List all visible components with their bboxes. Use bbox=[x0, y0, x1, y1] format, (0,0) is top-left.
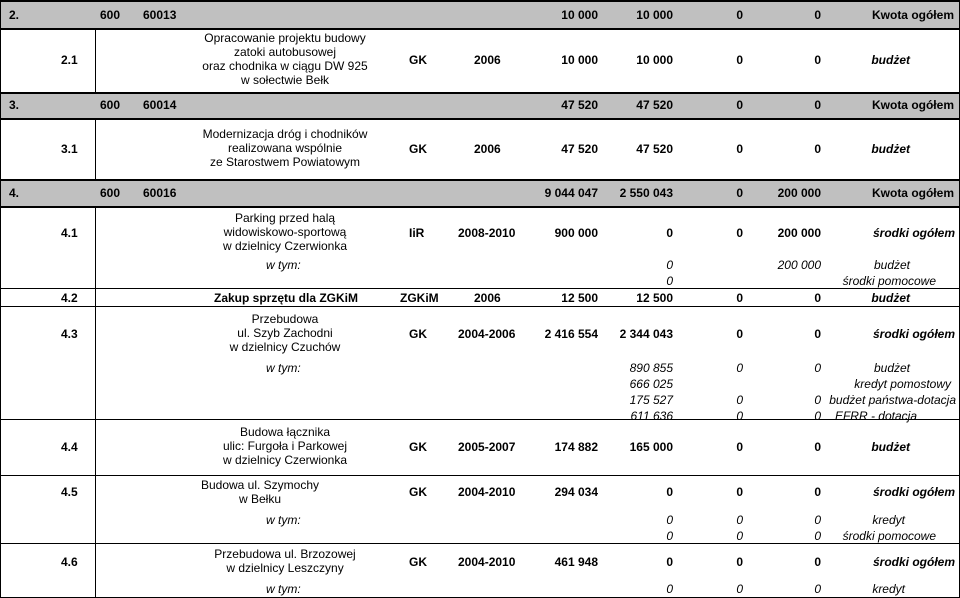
y2006: 10 000 bbox=[636, 53, 673, 67]
w-tym-label: w tym: bbox=[266, 361, 301, 375]
task-name-line: ulic: Furgoła i Parkowej bbox=[222, 439, 348, 453]
total: 10 000 bbox=[561, 53, 598, 67]
y2008: 200 000 bbox=[777, 258, 821, 272]
source: kredyt pomostowy bbox=[854, 377, 951, 391]
y2007: 0 bbox=[736, 8, 743, 22]
total: 174 882 bbox=[554, 440, 598, 454]
y2008: 0 bbox=[814, 513, 821, 527]
period: 2004-2006 bbox=[458, 327, 516, 341]
source: budżet bbox=[871, 142, 910, 156]
grid-line bbox=[0, 288, 959, 289]
y2007: 0 bbox=[736, 186, 743, 200]
task-name bbox=[185, 312, 385, 354]
w-tym-label: w tym: bbox=[266, 582, 301, 596]
y2006: 0 bbox=[666, 529, 673, 543]
source: środki ogółem bbox=[872, 327, 955, 341]
y2007: 0 bbox=[736, 555, 743, 569]
grid-line bbox=[0, 118, 959, 120]
unit: ZGKiM bbox=[400, 291, 439, 305]
y2008: 0 bbox=[814, 53, 821, 67]
unit: GK bbox=[409, 485, 427, 499]
lp: 3.1 bbox=[61, 142, 78, 156]
task-name-line: Przebudowa ul. Brzozowej bbox=[214, 547, 356, 561]
y2006: 2 344 043 bbox=[619, 327, 673, 341]
task-name-line: w sołectwie Bełk bbox=[240, 73, 330, 87]
total: 10 000 bbox=[561, 8, 598, 22]
y2008: 0 bbox=[814, 98, 821, 112]
unit: GK bbox=[409, 440, 427, 454]
lp: 2.1 bbox=[61, 53, 78, 67]
period: 2008-2010 bbox=[458, 226, 516, 240]
y2006: 165 000 bbox=[629, 440, 673, 454]
y2006: 12 500 bbox=[636, 291, 673, 305]
y2008: 0 bbox=[814, 555, 821, 569]
source: Kwota ogółem bbox=[871, 98, 954, 112]
y2008: 200 000 bbox=[777, 226, 821, 240]
y2006: 175 527 bbox=[629, 393, 673, 407]
task-name-line: w dzielnicy Czuchów bbox=[229, 340, 341, 354]
y2008: 0 bbox=[814, 142, 821, 156]
lp: 4.5 bbox=[61, 485, 78, 499]
lp: 4.3 bbox=[61, 327, 78, 341]
grid-line bbox=[0, 306, 959, 307]
y2006: 0 bbox=[666, 485, 673, 499]
dzial: 600 bbox=[100, 98, 121, 112]
source: środki ogółem bbox=[872, 226, 955, 240]
task-name bbox=[185, 425, 385, 467]
grid-line bbox=[0, 179, 959, 181]
y2006: 890 855 bbox=[629, 361, 673, 375]
task-name-line: oraz chodnika w ciągu DW 925 bbox=[202, 59, 368, 73]
source: Kwota ogółem bbox=[871, 186, 954, 200]
source: budżet bbox=[873, 361, 910, 375]
lp: 4.4 bbox=[61, 440, 78, 454]
y2007: 0 bbox=[736, 485, 743, 499]
task-name bbox=[185, 478, 335, 506]
total: 900 000 bbox=[554, 226, 598, 240]
period: 2006 bbox=[474, 53, 501, 67]
y2008: 0 bbox=[814, 8, 821, 22]
grid-line bbox=[95, 28, 96, 92]
unit: GK bbox=[409, 327, 427, 341]
grid-line bbox=[0, 0, 1, 598]
total: 294 034 bbox=[554, 485, 598, 499]
source: budżet bbox=[873, 258, 910, 272]
y2008: 0 bbox=[814, 485, 821, 499]
task-name bbox=[185, 211, 385, 253]
total: 461 948 bbox=[554, 555, 598, 569]
y2007: 0 bbox=[666, 274, 673, 288]
source: budżet państwa-dotacja bbox=[829, 393, 956, 407]
source: budżet bbox=[871, 291, 910, 305]
task-name-line: Opracowanie projektu budowy bbox=[204, 31, 366, 45]
y2007: 0 bbox=[736, 142, 743, 156]
dzial: 600 bbox=[100, 8, 121, 22]
y2007: 0 bbox=[736, 361, 743, 375]
source: kredyt bbox=[872, 513, 905, 527]
period: 2004-2010 bbox=[458, 485, 516, 499]
y2006: 47 520 bbox=[636, 142, 673, 156]
y2008: 200 000 bbox=[777, 186, 821, 200]
y2008: 0 bbox=[814, 291, 821, 305]
source: kredyt bbox=[872, 582, 905, 596]
lp: 4.1 bbox=[61, 226, 78, 240]
dzial: 600 bbox=[100, 186, 121, 200]
grid-line bbox=[0, 0, 959, 2]
task-name-line: w dzielnicy Czerwionka bbox=[222, 239, 348, 253]
period: 2004-2010 bbox=[458, 555, 516, 569]
lp: 3. bbox=[9, 98, 20, 112]
source: budżet bbox=[871, 440, 910, 454]
grid-line bbox=[95, 118, 96, 180]
task-name: Zakup sprzętu dla ZGKiM bbox=[214, 291, 359, 305]
y2007: 0 bbox=[736, 291, 743, 305]
lp: 4.6 bbox=[61, 555, 78, 569]
y2006: 0 bbox=[666, 513, 673, 527]
y2007: 0 bbox=[736, 53, 743, 67]
y2008: 0 bbox=[814, 409, 821, 423]
total: 9 044 047 bbox=[544, 186, 598, 200]
period: 2005-2007 bbox=[458, 440, 516, 454]
task-name-line: w dzielnicy Czerwionka bbox=[222, 453, 348, 467]
period: 2006 bbox=[474, 142, 501, 156]
task-name-line: Modernizacja dróg i chodników bbox=[202, 127, 368, 141]
task-name-line: Budowa ul. Szymochy bbox=[200, 478, 320, 492]
y2008: 0 bbox=[814, 327, 821, 341]
rozdzial: 60016 bbox=[143, 186, 177, 200]
total: 47 520 bbox=[561, 142, 598, 156]
task-name bbox=[185, 547, 385, 575]
task-name-line: zatoki autobusowej bbox=[233, 45, 337, 59]
lp: 4. bbox=[9, 186, 20, 200]
rozdzial: 60013 bbox=[143, 8, 177, 22]
y2008: 0 bbox=[814, 529, 821, 543]
y2006: 611 636 bbox=[630, 409, 673, 423]
y2006: 0 bbox=[666, 555, 673, 569]
unit: GK bbox=[409, 142, 427, 156]
y2007: 0 bbox=[736, 226, 743, 240]
total: 47 520 bbox=[561, 98, 598, 112]
source: Kwota ogółem bbox=[871, 8, 954, 22]
task-name-line: widowiskowo-sportową bbox=[223, 225, 347, 239]
y2007: 0 bbox=[666, 258, 673, 272]
task-name-line: ze Starostwem Powiatowym bbox=[209, 155, 361, 169]
y2006: 10 000 bbox=[636, 8, 673, 22]
y2007: 0 bbox=[736, 98, 743, 112]
unit: GK bbox=[409, 555, 427, 569]
task-name-line: w Bełku bbox=[238, 492, 282, 506]
grid-line bbox=[0, 92, 959, 94]
unit: IiR bbox=[409, 226, 425, 240]
task-name-line: Przebudowa bbox=[251, 312, 319, 326]
task-name-line: Budowa łącznika bbox=[239, 425, 331, 439]
y2007: 0 bbox=[736, 582, 743, 596]
y2007: 0 bbox=[736, 327, 743, 341]
y2006: 47 520 bbox=[636, 98, 673, 112]
task-name bbox=[185, 31, 385, 87]
grid-line bbox=[0, 475, 959, 476]
task-name-line: ul. Szyb Zachodni bbox=[237, 326, 333, 340]
total: 2 416 554 bbox=[544, 327, 598, 341]
grid-line bbox=[0, 28, 959, 30]
y2007: 0 bbox=[736, 393, 743, 407]
task-name-line: w dzielnicy Leszczyny bbox=[226, 561, 344, 575]
source: środki ogółem bbox=[872, 555, 955, 569]
period: 2006 bbox=[474, 291, 501, 305]
w-tym-label: w tym: bbox=[266, 513, 301, 527]
unit: GK bbox=[409, 53, 427, 67]
source: środki pomocowe bbox=[842, 274, 936, 288]
total: 12 500 bbox=[561, 291, 598, 305]
source: środki pomocowe bbox=[842, 529, 936, 543]
task-name-line: Parking przed halą bbox=[234, 211, 336, 225]
w-tym-label: w tym: bbox=[266, 258, 301, 272]
grid-line bbox=[95, 206, 96, 598]
source: EFRR - dotacja bbox=[834, 409, 917, 423]
y2007: 0 bbox=[736, 513, 743, 527]
task-name bbox=[185, 127, 385, 169]
grid-line bbox=[0, 206, 959, 208]
y2007: 0 bbox=[736, 409, 743, 423]
y2007: 0 bbox=[736, 529, 743, 543]
y2008: 0 bbox=[814, 393, 821, 407]
y2006: 2 550 043 bbox=[619, 186, 673, 200]
y2006: 0 bbox=[666, 582, 673, 596]
y2006: 666 025 bbox=[629, 377, 673, 391]
lp: 2. bbox=[9, 8, 20, 22]
y2008: 0 bbox=[814, 440, 821, 454]
y2008: 0 bbox=[814, 582, 821, 596]
y2007: 0 bbox=[736, 440, 743, 454]
grid-line bbox=[0, 543, 959, 544]
lp: 4.2 bbox=[61, 291, 78, 305]
rozdzial: 60014 bbox=[143, 98, 177, 112]
y2008: 0 bbox=[814, 361, 821, 375]
source: środki ogółem bbox=[872, 485, 955, 499]
source: budżet bbox=[871, 53, 910, 67]
task-name-line: realizowana wspólnie bbox=[227, 141, 343, 155]
y2006: 0 bbox=[666, 226, 673, 240]
